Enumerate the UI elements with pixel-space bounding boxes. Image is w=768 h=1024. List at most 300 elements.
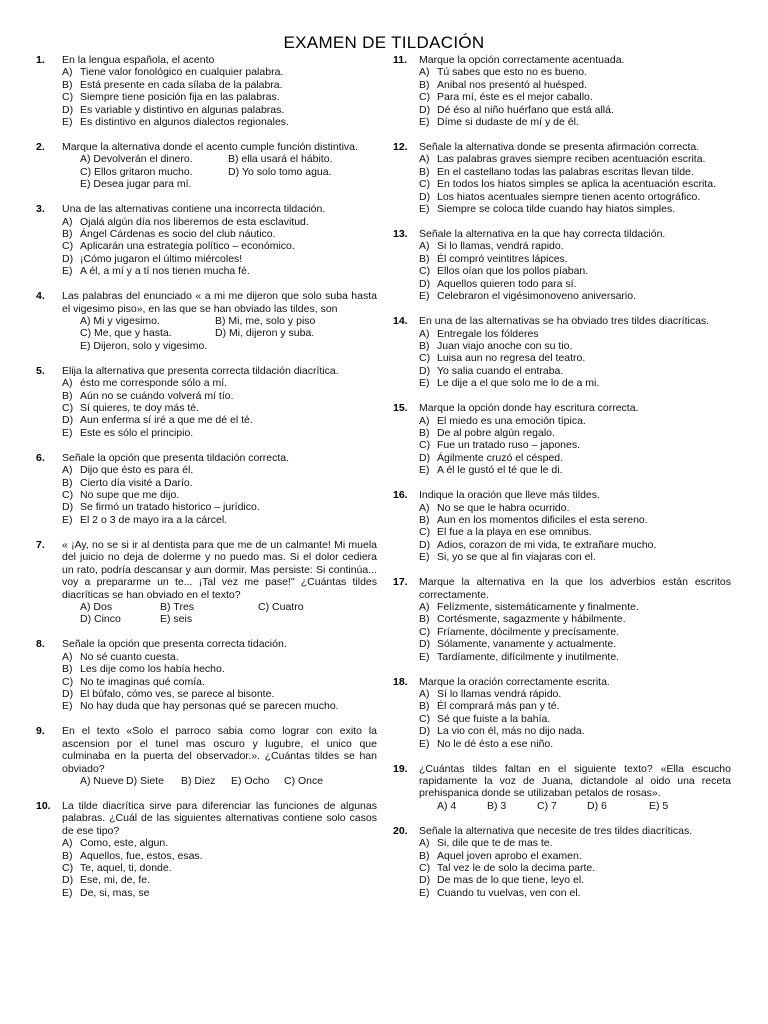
option-letter: D) [419, 538, 431, 551]
question-item [393, 576, 731, 663]
option-letter: A) [62, 377, 73, 390]
option-text: Como, este, algun. [80, 837, 169, 850]
option-letter: C) [80, 327, 92, 340]
option-letter: D) [419, 277, 431, 290]
answer-option [419, 352, 731, 364]
question-stem: Marque la alternativa donde el acento cumple función distintiva. [62, 141, 358, 154]
option-text: Aun enferma sí iré a que me dé el té. [80, 414, 253, 427]
option-letter: A) [80, 153, 91, 166]
option-letter: A) [419, 414, 430, 427]
option-letter: A) [62, 650, 73, 663]
answer-option [419, 203, 731, 215]
answer-option [419, 290, 731, 302]
question-stem: Marque la oración correctamente escrita. [419, 675, 610, 688]
answer-option [62, 700, 377, 712]
question-item [393, 228, 731, 302]
option-letter: E) [419, 650, 430, 663]
option-letter: B) [419, 78, 430, 91]
answer-option [62, 91, 377, 103]
option-text: El miedo es una emoción típica. [437, 414, 586, 427]
option-text: Siempre tiene posición fija en las palabras. [80, 91, 280, 104]
option-text: No sé cuanto cuesta. [80, 650, 179, 663]
answer-option [537, 800, 557, 812]
answer-option [181, 775, 215, 787]
option-text: Aquellos, fue, estos, esas. [80, 849, 203, 862]
option-text: Tres [173, 600, 195, 613]
option-text: Te, aquel, ti, donde. [80, 861, 172, 874]
answer-option [419, 688, 731, 700]
option-letter: A) [62, 215, 73, 228]
question-item [393, 402, 731, 476]
answer-option [419, 116, 731, 128]
option-letter: A) [80, 774, 91, 787]
question-number: 4. [36, 290, 45, 303]
option-letter: D) [419, 103, 431, 116]
question-number: 1. [36, 54, 45, 66]
option-letter: C) [419, 526, 431, 539]
option-letter: E) [419, 290, 430, 303]
question-item [393, 141, 731, 215]
answer-option [62, 874, 377, 886]
option-letter: A) [62, 66, 73, 79]
question-item [393, 489, 731, 563]
option-row [62, 153, 377, 165]
answer-option [419, 551, 731, 563]
option-letter: D) [62, 414, 74, 427]
answer-option [419, 601, 731, 613]
answer-option [419, 415, 731, 427]
option-text: De mas de lo que tiene, leyo el. [437, 874, 585, 887]
answer-option [62, 79, 377, 91]
option-letter: E) [80, 339, 91, 352]
option-letter: E) [419, 464, 430, 477]
option-letter: E) [80, 178, 91, 191]
option-text: Mi, dijeron y suba. [229, 327, 315, 340]
answer-option [419, 191, 731, 203]
option-text: No hay duda que hay personas qué se parecen mucho. [80, 700, 339, 713]
answer-option [80, 775, 124, 787]
option-letter: B) [62, 389, 73, 402]
option-letter: C) [537, 799, 549, 812]
option-letter: B) [419, 426, 430, 439]
option-text: Felízmente, sistemáticamente y finalmente. [437, 601, 639, 613]
option-letter: D) [62, 103, 74, 116]
option-text: A él, a mí y a tí nos tienen mucha fé. [80, 265, 250, 278]
answer-option [62, 887, 377, 899]
option-text: Entregale los fólderes [437, 327, 539, 340]
answer-option [419, 79, 731, 91]
option-letter: E) [419, 551, 430, 564]
question-stem: En el texto «Solo el parroco sabia como lograr con exito la ascension por el tunel mas oscuro y lugubre, el unico que culminaba en la puerta del observador.». ¿Cuántas tildes se han obviado? [62, 725, 377, 775]
option-letter: E) [419, 886, 430, 899]
question-stem: En una de las alternativas se ha obviado tres tildes diacríticas. [419, 315, 710, 328]
option-text: Los hiatos acentuales siempre tienen acento ortográfico. [437, 190, 701, 203]
question-stem: Marque la opción correctamente acentuada. [419, 54, 625, 66]
answer-option [419, 738, 731, 750]
answer-option [419, 253, 731, 265]
answer-option [419, 340, 731, 352]
option-text: Dijo que ésto es para él. [80, 464, 194, 477]
option-letter: B) [419, 613, 430, 626]
answer-option [419, 178, 731, 190]
option-letter: A) [437, 799, 448, 812]
option-text: El fue a la playa en ese omnibus. [437, 526, 592, 539]
option-letter: E) [419, 116, 430, 129]
answer-option [62, 104, 377, 116]
question-stem: Marque la alternativa en la que los adverbios están escritos correctamente. [419, 576, 731, 601]
question-item [393, 825, 731, 899]
option-text: Las palabras graves siempre reciben acentuación escrita. [437, 153, 706, 166]
option-letter: B) [62, 78, 73, 91]
question-number: 8. [36, 638, 45, 651]
question-number: 12. [393, 141, 408, 154]
option-letter: B) [62, 663, 73, 676]
option-letter: B) [62, 228, 73, 241]
answer-option [419, 514, 731, 526]
option-letter: E) [231, 774, 242, 787]
option-text: Él comprará más pan y té. [437, 700, 560, 713]
answer-option [419, 153, 731, 165]
option-text: 3 [500, 799, 507, 812]
option-letter: C) [419, 352, 431, 365]
option-text: Aquel joven aprobo el examen. [437, 849, 582, 862]
question-item [36, 452, 377, 526]
option-text: Él compró veintitres lápices. [437, 252, 568, 265]
option-letter: D) [62, 687, 74, 700]
option-text: Les dije como los había hecho. [80, 663, 225, 676]
answer-option [62, 377, 377, 389]
answer-option [80, 153, 193, 165]
option-letter: E) [62, 116, 73, 129]
question-item [393, 315, 731, 389]
option-letter: C) [419, 178, 431, 191]
option-text: 4 [450, 799, 457, 812]
question-number: 9. [36, 725, 45, 738]
question-item [36, 725, 377, 787]
option-text: Este es sólo el principio. [80, 426, 194, 439]
question-item [36, 365, 377, 439]
option-letter: D) [62, 501, 74, 514]
answer-option [419, 166, 731, 178]
question-stem: La tilde diacrítica sirve para diferenciar las funciones de algunas palabras. ¿Cuál de las siguientes alternativas contiene solo casos de ese tipo? [62, 799, 377, 837]
option-text: Yo solo tomo agua. [242, 165, 332, 178]
option-letter: D) [419, 874, 431, 887]
answer-option [231, 775, 270, 787]
answer-option [419, 626, 731, 638]
option-row [62, 340, 377, 352]
answer-option [419, 240, 731, 252]
option-text: Fríamente, dócilmente y precísamente. [437, 625, 620, 638]
answer-option [80, 315, 160, 327]
answer-option [160, 601, 194, 613]
page-title: EXAMEN DE TILDACIÓN [283, 33, 485, 52]
option-text: Celebraron el vigésimonoveno aniversario. [437, 290, 637, 303]
option-text: Aun en los momentos dificiles el esta sereno. [437, 513, 648, 526]
option-letter: B) [160, 600, 171, 613]
question-stem: Elija la alternativa que presenta correcta tildación diacrítica. [62, 364, 339, 377]
option-text: La vio con él, más no dijo nada. [437, 725, 585, 738]
option-text: Tiene valor fonológico en cualquier palabra. [80, 66, 284, 79]
question-number: 16. [393, 489, 408, 502]
answer-option [258, 601, 304, 613]
option-text: Aplicarán una estrategia político – económico. [80, 240, 295, 253]
option-text: Cortésmente, sagazmente y hábilmente. [437, 613, 626, 626]
option-letter: A) [419, 327, 430, 340]
answer-option [419, 278, 731, 290]
option-text: Cuatro [272, 600, 304, 613]
answer-option [62, 688, 377, 700]
question-item [36, 203, 377, 277]
question-number: 17. [393, 576, 408, 589]
answer-option [62, 265, 377, 277]
option-text: Ocho [244, 774, 270, 787]
option-letter: A) [80, 315, 91, 328]
option-letter: A) [419, 501, 430, 514]
question-stem: Marque la opción donde hay escritura correcta. [419, 402, 639, 415]
option-letter: A) [419, 837, 430, 850]
option-letter: A) [62, 464, 73, 477]
option-row [419, 800, 731, 812]
option-letter: B) [62, 476, 73, 489]
option-letter: D) [215, 327, 227, 340]
question-number: 7. [36, 538, 45, 551]
option-text: De al pobre algún regalo. [437, 426, 555, 439]
answer-option [419, 377, 731, 389]
option-text: El 2 o 3 de mayo ira a la cárcel. [80, 513, 228, 526]
answer-option [80, 613, 121, 625]
option-text: Es distintivo en algunos dialectos regionales. [80, 116, 289, 129]
option-text: Ellos gritaron mucho. [94, 165, 193, 178]
option-letter: A) [419, 66, 430, 79]
option-text: Dé éso al niño huérfano que está allá. [437, 103, 614, 116]
answer-option [419, 837, 731, 849]
answer-option [228, 153, 332, 165]
option-letter: D) [62, 252, 74, 265]
answer-option [126, 775, 164, 787]
option-letter: B) [228, 153, 239, 166]
answer-option [437, 800, 456, 812]
option-text: 7 [551, 799, 557, 812]
answer-option [419, 464, 731, 476]
question-number: 5. [36, 364, 45, 377]
option-text: ¡Cómo jugaron el último miércoles! [80, 252, 243, 265]
left-column [36, 54, 377, 912]
answer-option [419, 526, 731, 538]
option-letter: E) [419, 737, 430, 750]
answer-option [419, 874, 731, 886]
option-letter: C) [62, 675, 74, 688]
option-text: Devolverán el dinero. [93, 153, 193, 166]
question-number: 2. [36, 141, 45, 154]
option-letter: E) [160, 613, 171, 626]
option-text: Cinco [94, 613, 121, 626]
answer-option [419, 439, 731, 451]
option-letter: C) [62, 402, 74, 415]
option-row [62, 613, 377, 625]
answer-option [62, 464, 377, 476]
question-stem: Indique la oración que lleve más tildes. [419, 489, 600, 502]
option-letter: D) [80, 613, 92, 626]
question-stem: Señale la opción que presenta tildación correcta. [62, 451, 290, 464]
answer-option [62, 253, 377, 265]
option-text: En todos los hiatos simples se aplica la acentuación escrita. [437, 178, 716, 191]
option-text: ésto me corresponde sólo a mí. [80, 377, 228, 390]
option-letter: C) [419, 712, 431, 725]
option-text: Está presente en cada sílaba de la palabra. [80, 78, 283, 91]
question-stem: En la lengua española, el acento [62, 54, 215, 66]
option-letter: A) [419, 153, 430, 166]
answer-option [62, 850, 377, 862]
question-number: 18. [393, 675, 408, 688]
answer-option [62, 240, 377, 252]
option-text: No se que le habra ocurrido. [437, 501, 570, 514]
answer-option [419, 725, 731, 737]
option-letter: C) [419, 91, 431, 104]
option-text: Sólamente, vanamente y actualmente. [437, 638, 617, 651]
option-text: Le dije a el que solo me lo de a mi. [437, 377, 600, 390]
question-stem: Señale la opción que presenta correcta tidación. [62, 638, 287, 651]
answer-option [487, 800, 506, 812]
question-number: 15. [393, 402, 408, 415]
option-text: Anibal nos presentó al huésped. [437, 78, 588, 91]
option-letter: A) [80, 600, 91, 613]
question-item [36, 800, 377, 899]
option-letter: B) [419, 513, 430, 526]
option-letter: D) [126, 774, 138, 787]
option-text: Se firmó un tratado historico – jurídico. [80, 501, 260, 514]
option-letter: D) [419, 638, 431, 651]
option-text: Sí lo llamas vendrá rápido. [437, 688, 562, 701]
answer-option [419, 328, 731, 340]
answer-option [419, 887, 731, 899]
answer-option [62, 651, 377, 663]
option-letter: C) [62, 489, 74, 502]
option-letter: B) [419, 165, 430, 178]
option-letter: E) [62, 265, 73, 278]
answer-option [62, 862, 377, 874]
option-letter: C) [419, 625, 431, 638]
answer-option [62, 489, 377, 501]
option-letter: C) [419, 265, 431, 278]
option-text: Díme si dudaste de mí y de él. [437, 116, 579, 129]
answer-option [62, 514, 377, 526]
option-letter: D) [587, 799, 599, 812]
question-number: 10. [36, 799, 51, 812]
option-text: No supe que me dijo. [80, 489, 180, 502]
answer-option [419, 91, 731, 103]
option-letter: D) [228, 165, 240, 178]
option-letter: B) [215, 315, 226, 328]
option-letter: A) [62, 837, 73, 850]
option-text: Yo salia cuando el entraba. [437, 364, 564, 377]
question-stem: Señale la alternativa que necesite de tres tildes diacríticas. [419, 824, 693, 837]
option-letter: B) [419, 252, 430, 265]
option-text: Ese, mi, de, fe. [80, 874, 151, 887]
answer-option [419, 66, 731, 78]
answer-option [62, 663, 377, 675]
answer-option [419, 713, 731, 725]
option-text: Me, que y hasta. [94, 327, 172, 340]
option-letter: E) [62, 886, 73, 899]
answer-option [62, 676, 377, 688]
answer-option [80, 178, 191, 190]
answer-option [587, 800, 607, 812]
option-row [62, 775, 377, 787]
question-number: 20. [393, 824, 408, 837]
option-letter: C) [62, 91, 74, 104]
option-letter: E) [649, 799, 660, 812]
question-number: 13. [393, 228, 408, 241]
option-text: Tú sabes que esto no es bueno. [437, 66, 588, 79]
answer-option [62, 402, 377, 414]
question-item [36, 54, 377, 128]
option-text: Cuando tu vuelvas, ven con el. [437, 886, 581, 899]
option-text: Juan viajo anoche con su tio. [437, 339, 573, 352]
option-letter: A) [419, 240, 430, 253]
answer-option [649, 800, 668, 812]
option-text: No te imaginas qué comía. [80, 675, 205, 688]
option-text: Mi, me, solo y piso [228, 315, 316, 328]
right-column [393, 54, 731, 912]
option-text: Ojalá algún día nos liberemos de esta esclavitud. [80, 215, 309, 228]
option-text: Dijeron, solo y vigesimo. [93, 339, 208, 352]
option-text: Sé que fuiste a la bahía. [437, 712, 551, 725]
option-text: De, si, mas, se [80, 886, 150, 899]
answer-option [215, 315, 315, 327]
option-letter: E) [419, 377, 430, 390]
question-item [36, 539, 377, 626]
answer-option [62, 116, 377, 128]
question-item [36, 638, 377, 712]
option-text: Desea jugar para mí. [93, 178, 192, 191]
answer-option [419, 265, 731, 277]
question-number: 19. [393, 762, 408, 775]
option-text: Ellos oían que los pollos píaban. [437, 265, 589, 278]
option-text: Tardíamente, difícilmente y inutilmente. [437, 650, 620, 663]
option-text: Tal vez le de solo la decima parte. [437, 862, 596, 875]
option-row [62, 601, 377, 613]
option-letter: C) [419, 862, 431, 875]
option-letter: B) [419, 849, 430, 862]
option-letter: B) [181, 774, 192, 787]
answer-option [419, 651, 731, 663]
option-text: A él le gustó el té que le di. [437, 464, 563, 477]
option-row [62, 178, 377, 190]
option-letter: B) [62, 849, 73, 862]
option-text: Nueve [93, 774, 124, 787]
question-stem: « ¡Ay, no se si ir al dentista para que me de un calmante! Mi muela del juicio no deja de dolerme y no puedo mas. Si el dolor cediera un rato, podría descansar y aun dormir. Mas persiste: Si continúa... voy a prepararme un te... ¡Tal vez me pase!" ¿Cuántas tildes diacríticas se han obviado en el texto? [62, 538, 377, 601]
answer-option [62, 228, 377, 240]
option-text: No le dé ésto a ese niño. [437, 737, 554, 750]
option-letter: A) [419, 688, 430, 701]
answer-option [419, 862, 731, 874]
answer-option [419, 502, 731, 514]
option-letter: D) [62, 874, 74, 887]
option-letter: B) [419, 339, 430, 352]
option-row [62, 166, 377, 178]
question-stem: Una de las alternativas contiene una incorrecta tildación. [62, 203, 326, 216]
option-text: Siete [140, 774, 164, 787]
answer-option [160, 613, 192, 625]
option-row [62, 315, 377, 327]
answer-option [62, 837, 377, 849]
option-letter: D) [419, 190, 431, 203]
option-letter: D) [419, 451, 431, 464]
option-letter: E) [62, 426, 73, 439]
option-text: Cierto día visité a Darío. [80, 476, 193, 489]
option-text: 6 [601, 799, 607, 812]
option-text: El búfalo, cómo ves, se parece al bisonte. [80, 687, 275, 700]
